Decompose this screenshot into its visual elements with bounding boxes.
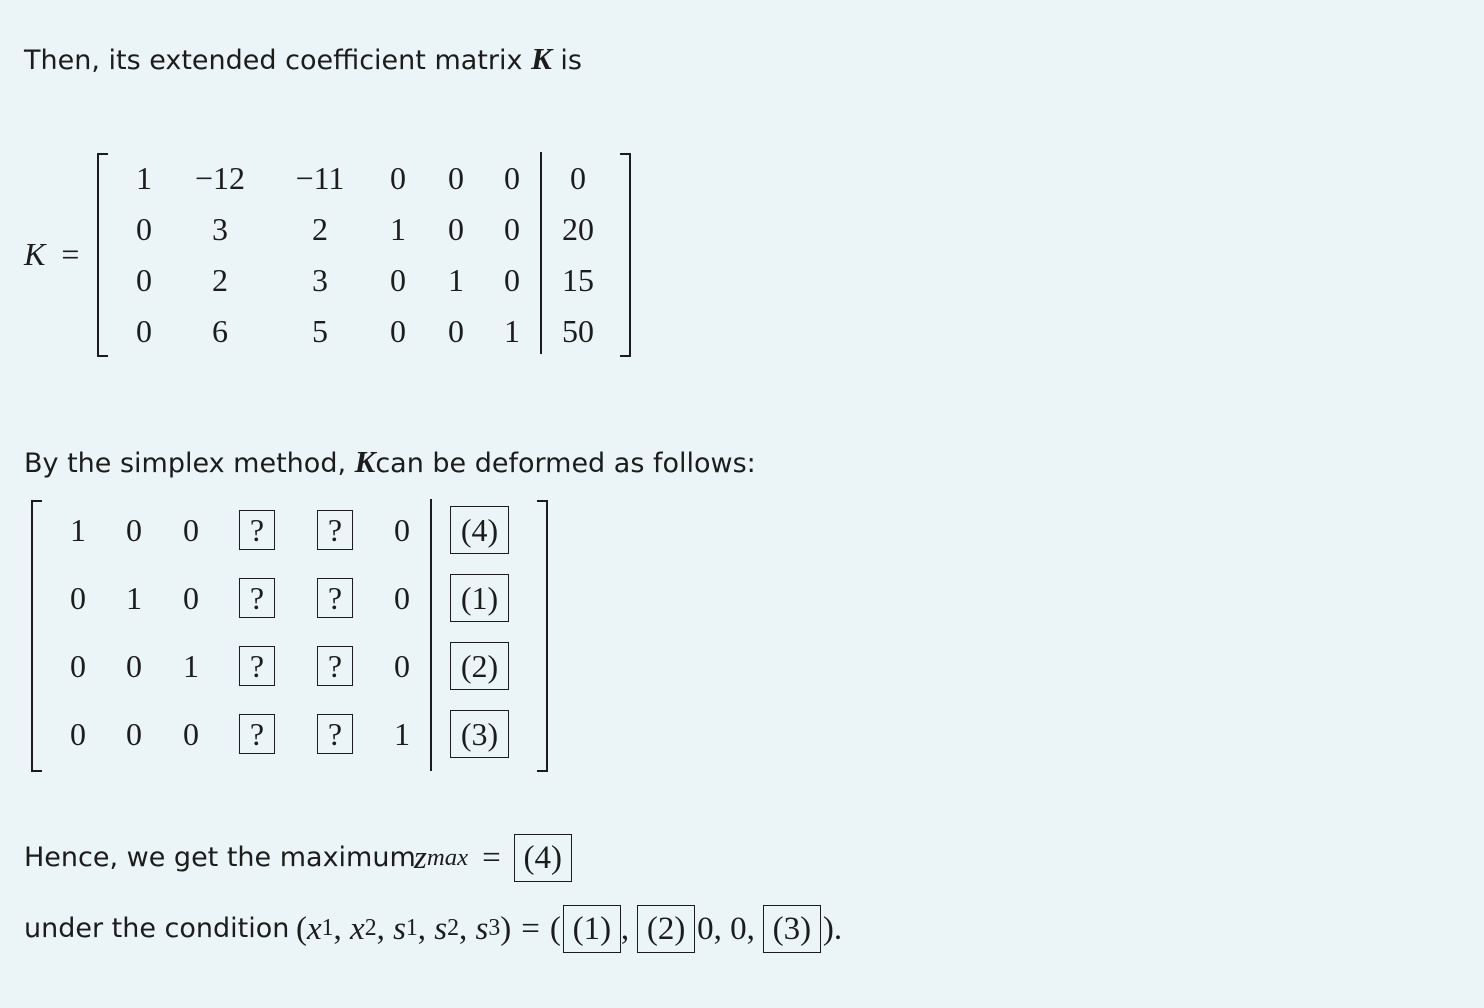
matrix-s-cell: 0: [70, 716, 86, 752]
answer-entry-box: (4): [450, 506, 509, 554]
z-var: z: [414, 839, 427, 876]
matrix-s-cell: 0: [70, 580, 86, 616]
hence-math: [414, 834, 575, 882]
matrix-s-cell: 0: [394, 580, 410, 616]
matrix-k-cell: 6: [212, 313, 228, 349]
matrix-s-cell: 1: [394, 716, 410, 752]
matrix-k-cell: 50: [562, 313, 594, 349]
zmax-answer-box: (4): [514, 834, 572, 882]
matrix-k-cell: 1: [136, 160, 152, 196]
matrix-s-cell: 0: [183, 580, 199, 616]
matrix-s-cell: 0: [394, 512, 410, 548]
matrix-s-cell: 0: [126, 716, 142, 752]
unknown-entry-box: ?: [317, 646, 353, 686]
x2-var: x: [350, 910, 365, 947]
x2-sub: 2: [364, 915, 377, 942]
s3-sub: 3: [488, 915, 501, 942]
intro-after: is: [560, 45, 582, 76]
hence-eq: =: [482, 839, 501, 876]
matrix-k-cell: 0: [390, 262, 406, 298]
unknown-entry-box: ?: [317, 714, 353, 754]
matrix-k-right-bracket: [620, 153, 631, 357]
hence-text: Hence, we get the maximum: [24, 842, 416, 873]
matrix-k-cell: 0: [504, 160, 520, 196]
answer-box-1: (1): [563, 905, 621, 953]
matrix-k-cell: 3: [212, 211, 228, 247]
matrix-k-cell: 1: [390, 211, 406, 247]
unknown-entry-box: ?: [239, 714, 275, 754]
intro-text: Then, its extended coefficient matrix: [24, 45, 523, 76]
matrix-k-cell: 0: [570, 160, 586, 196]
x1-sub: 1: [321, 915, 334, 942]
condition-math: ( x 1 , x 2 , s 1 , s 2 , s 3 ) = ( (1) , (2) 0, 0, (3) ).: [296, 904, 842, 954]
vars-close: ): [500, 910, 512, 947]
simplex-text: By the simplex method,: [24, 448, 347, 479]
condition-close: ).: [822, 910, 843, 947]
matrix-k-left-bracket: [97, 153, 108, 357]
answer-entry-box: (2): [450, 642, 509, 690]
unknown-entry-box: ?: [239, 578, 275, 618]
matrix-k-cell: 1: [504, 313, 520, 349]
unknown-entry-box: ?: [239, 646, 275, 686]
simplex-var: K: [354, 444, 376, 479]
s2-sub: 2: [447, 915, 459, 942]
matrix-s-left-bracket: [31, 500, 42, 772]
answer-box-3: (3): [763, 905, 821, 953]
answer-box-2: (2): [637, 905, 695, 953]
matrix-s-cell: 1: [70, 512, 86, 548]
k-label-eq: =: [61, 236, 80, 272]
z-sub: max: [426, 843, 469, 871]
matrix-k-cell: 0: [448, 313, 464, 349]
simplex-line: [24, 446, 756, 477]
condition-open: (: [549, 910, 561, 947]
matrix-k-cell: 5: [312, 313, 328, 349]
matrix-s-cell: 0: [394, 648, 410, 684]
matrix-k-cell: 0: [448, 160, 464, 196]
matrix-k-cell: 0: [136, 211, 152, 247]
k-label-var: K: [24, 236, 46, 272]
condition-eq: =: [521, 910, 540, 947]
matrix-k-cell: 0: [504, 262, 520, 298]
condition-zeros: 0, 0,: [697, 910, 755, 947]
matrix-s-cell: 0: [183, 716, 199, 752]
answer-entry-box: (3): [450, 710, 509, 758]
matrix-s-cell: 0: [183, 512, 199, 548]
matrix-k-cell: 2: [312, 211, 328, 247]
matrix-s-cell: 1: [183, 648, 199, 684]
matrix-k-cell: 0: [136, 313, 152, 349]
matrix-k-cell: 3: [312, 262, 328, 298]
intro-line: [24, 43, 582, 74]
matrix-k-cell: 0: [448, 211, 464, 247]
unknown-entry-box: ?: [239, 510, 275, 550]
vars-open: (: [296, 910, 307, 947]
matrix-k-cell: 0: [390, 160, 406, 196]
matrix-s-augment-line: [430, 499, 432, 771]
matrix-k-cell: 1: [448, 262, 464, 298]
k-label: [24, 238, 79, 270]
matrix-k-cell: 0: [504, 211, 520, 247]
simplex-after: can be deformed as follows:: [375, 448, 756, 479]
matrix-k-cell: 15: [562, 262, 594, 298]
x1-var: x: [307, 910, 322, 947]
s1-sub: 1: [405, 915, 418, 942]
s2-var: s: [434, 910, 448, 947]
matrix-k-cell: 20: [562, 211, 594, 247]
s3-var: s: [475, 910, 489, 947]
matrix-k-augment-line: [540, 152, 542, 354]
intro-var: K: [531, 41, 552, 76]
matrix-s-cell: 0: [126, 648, 142, 684]
matrix-k-cell: 0: [136, 262, 152, 298]
s1-var: s: [393, 910, 406, 947]
matrix-k-cell: −12: [194, 160, 246, 196]
unknown-entry-box: ?: [317, 578, 353, 618]
matrix-s-cell: 0: [126, 512, 142, 548]
matrix-k-cell: −11: [295, 160, 345, 196]
unknown-entry-box: ?: [317, 510, 353, 550]
condition-text: under the condition: [24, 913, 290, 944]
matrix-k-cell: 2: [212, 262, 228, 298]
matrix-s-right-bracket: [537, 500, 548, 772]
matrix-k-cell: 0: [390, 313, 406, 349]
answer-entry-box: (1): [450, 574, 509, 622]
matrix-s-cell: 1: [126, 580, 142, 616]
matrix-s-cell: 0: [70, 648, 86, 684]
